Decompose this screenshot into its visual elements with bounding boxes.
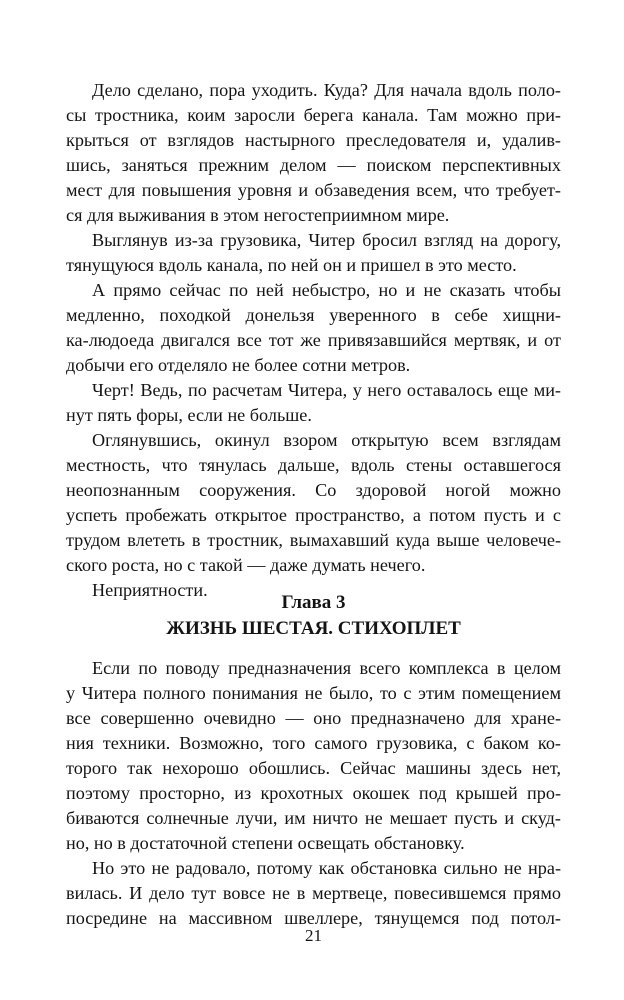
text-line: неопознанным сооружения. Со здоровой ногой можно (66, 480, 561, 500)
text-line: Неприятности. (92, 580, 208, 600)
text-line: Черт! Ведь, по расчетам Читера, у него оставалось еще ми- (92, 380, 561, 400)
text-line: Если по поводу предназначения всего комплекса в целом (92, 658, 561, 678)
text-line: шись, заняться прежним делом — поиском перспективных (66, 155, 561, 175)
text-line: ского роста, но с такой — даже думать нечего. (66, 555, 426, 575)
text-line: но, но в достаточной степени освещать обстановку. (66, 833, 465, 853)
text-line: местность, что тянулась дальше, вдоль стены оставшегося (66, 455, 561, 475)
text-line: у Читера полного понимания не было, то с этим помещением (66, 683, 561, 703)
text-line: нут пять форы, если не больше. (66, 405, 312, 425)
chapter-title: ЖИЗНЬ ШЕСТАЯ. СТИХОПЛЕТ (166, 618, 461, 639)
text-line: добычи его отделяло не более сотни метров. (66, 355, 411, 375)
page-number: 21 (305, 926, 322, 945)
text-line: посредине на массивном швеллере, тянущемся под потол- (66, 908, 561, 928)
text-line: биваются солнечные лучи, им ничто не мешает пусть и скуд- (66, 808, 561, 828)
text-line: крыться от взглядов настырного преследователя и, удалив- (66, 130, 561, 150)
text-line: успеть пробежать открытое пространство, а потом пусть и с (66, 505, 561, 525)
text-line: ка-людоеда двигался все тот же привязавшийся мертвяк, и от (66, 330, 561, 350)
text-line: трудом влететь в тростник, вымахавший куда выше человече- (66, 530, 561, 550)
text-line: Оглянувшись, окинул взором открытую всем взглядам (92, 430, 561, 450)
text-line: сы тростника, коим заросли берега канала. Там можно при- (66, 105, 561, 125)
text-line: поэтому просторно, из крохотных окошек под крышей про- (66, 783, 561, 803)
text-line: ся для выживания в этом негостеприимном мире. (66, 205, 450, 225)
text-line: Выглянув из-за грузовика, Читер бросил взгляд на дорогу, (92, 230, 561, 250)
text-line: тянущуюся вдоль канала, по ней он и пришел в это место. (66, 255, 517, 275)
text-line: торого так нехорошо обошлись. Сейчас машины здесь нет, (66, 758, 561, 778)
text-line: ния техники. Возможно, того самого грузовика, с баком ко- (66, 733, 561, 753)
chapter-number: Глава 3 (281, 592, 346, 613)
text-line: Дело сделано, пора уходить. Куда? Для начала вдоль поло- (92, 80, 561, 100)
text-line: мест для повышения уровня и обзаведения всем, что требует- (66, 180, 561, 200)
text-line: медленно, походкой донельзя уверенного в себе хищни- (66, 305, 561, 325)
text-line: Но это не радовало, потому как обстановка сильно не нра- (92, 858, 561, 878)
text-line: вилась. И дело тут вовсе не в мертвеце, повесившемся прямо (66, 883, 561, 903)
text-line: все совершенно очевидно — оно предназначено для хране- (66, 708, 561, 728)
text-line: А прямо сейчас по ней небыстро, но и не сказать чтобы (92, 280, 561, 300)
